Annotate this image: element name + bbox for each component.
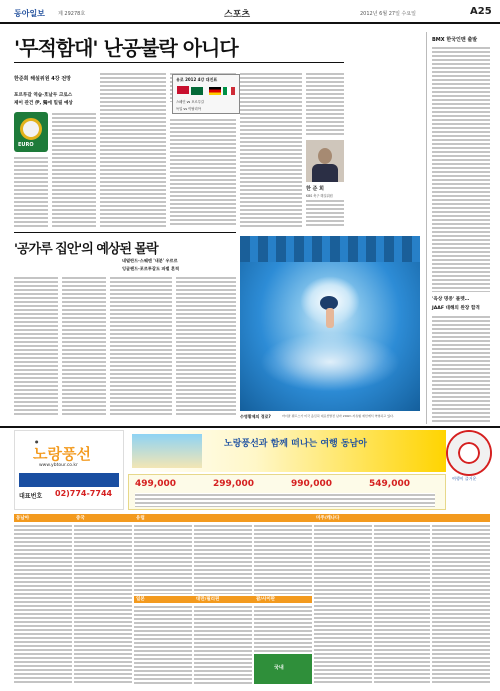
- italy-flag-icon: [223, 87, 235, 95]
- price-details: [135, 493, 435, 507]
- listing-col-5b: [254, 605, 312, 652]
- article1-text-col2: [100, 72, 166, 227]
- page-header: [0, 0, 500, 24]
- tour-partner-banner: [19, 473, 119, 487]
- swimmer-photo: [240, 236, 420, 411]
- price-1: 499,000: [135, 479, 176, 489]
- section-label-3: 유럽: [136, 516, 145, 521]
- issue-number: 제 29278호: [58, 11, 86, 17]
- euro-bracket-box: [172, 74, 240, 114]
- newspaper-logo: 동아일보: [14, 9, 45, 18]
- tour-promo-banner[interactable]: [128, 430, 446, 472]
- headline-rule: [14, 62, 344, 63]
- section-label-8: 국내: [274, 665, 284, 671]
- section-label-4: 미주/캐나다: [316, 516, 340, 521]
- article1-subline2: 제어 관건 伊, 獨에 밀릴 예상: [14, 101, 73, 106]
- section-label-5: 일본: [136, 597, 145, 602]
- listing-col-5: [254, 524, 312, 594]
- column-divider: [426, 32, 427, 424]
- spain-flag-icon: [177, 86, 189, 94]
- tour-phone-label: 대표번호: [19, 493, 43, 500]
- tour-listing-grid: [14, 514, 490, 684]
- section-label-1: 동남아: [16, 516, 30, 521]
- tour-ad-brand-box[interactable]: ● 노랑풍선 www.ybtour.co.kr 대표번호 02)774-7744: [14, 430, 124, 510]
- article1-text-col1b: [14, 156, 48, 227]
- article1-kicker: 한준희 해설위원 4강 전망: [14, 76, 72, 82]
- article2-text-col1: [14, 276, 58, 416]
- bracket-match2: 독일 vs 이탈리아: [176, 107, 201, 111]
- euro2012-logo: EURO: [14, 112, 48, 152]
- listing-col-6: [314, 524, 372, 684]
- article2-text-col4: [176, 276, 236, 416]
- listing-col-1: [14, 524, 72, 684]
- bracket-title: 유로 2012 4강 대진표: [176, 77, 218, 82]
- section-title: 스포츠: [224, 10, 251, 20]
- tour-logo-tag: 여행이 즐거운: [452, 476, 477, 481]
- listing-header-bar: [14, 514, 490, 522]
- columnist-title: KBS 축구 해설위원: [306, 194, 333, 198]
- right-headline3: JAAF 대해의 완장 합격: [432, 306, 480, 311]
- listing-mid-bar: [134, 596, 312, 603]
- lifebuoy-icon: [448, 432, 490, 474]
- domestic-banner[interactable]: [254, 654, 312, 684]
- article1-text-col5: [306, 72, 344, 136]
- article2-text-col2: [62, 276, 106, 416]
- listing-col-3b: [134, 605, 192, 684]
- listing-col-7: [374, 524, 430, 684]
- listing-col-3: [134, 524, 192, 594]
- article2-rule: [14, 232, 236, 233]
- price-4: 549,000: [369, 479, 410, 489]
- price-3: 990,000: [291, 479, 332, 489]
- columnist-photo: [306, 140, 344, 182]
- section-label-6: 대만/필리핀: [196, 597, 220, 602]
- listing-col-4: [194, 524, 252, 594]
- bracket-match1: 스페인 vs 포르투갈: [176, 100, 205, 104]
- article1-subline1: 포르투갈 역습·호날두 크로스: [14, 93, 73, 98]
- photo-caption: 마이클 펠프스가 미국 올림픽 대표선발전 남자 200m 자유형 예선에서 역영하고 있다.: [282, 414, 394, 418]
- article2-deck2: 잉글랜드·포르투갈도 파벌 흔적: [122, 266, 180, 271]
- article2-text-col3: [110, 276, 172, 416]
- listing-col-8: [432, 524, 490, 684]
- article1-text-col3: [170, 118, 236, 227]
- beach-image: [132, 434, 202, 468]
- photo-caption-title: 수영황제의 경로?: [240, 414, 271, 419]
- price-highlight-box: [128, 474, 446, 510]
- publication-date: 2012년 6월 27일 수요일: [360, 11, 417, 17]
- page-number: A25: [470, 6, 492, 17]
- section-label-7: 괌/사이판: [256, 597, 276, 602]
- right-headline2: '육상 명중' 블렛…: [432, 297, 470, 302]
- portugal-flag-icon: [191, 87, 203, 95]
- right-headline1: BMX 한국인맨 출발: [432, 37, 478, 43]
- tour-url: www.ybtour.co.kr: [39, 463, 78, 468]
- right-text-col1: [432, 46, 490, 292]
- listing-col-4b: [194, 605, 252, 684]
- germany-flag-icon: [209, 87, 221, 95]
- section-label-2: 중국: [76, 516, 85, 521]
- columnist-name: 한 준 희: [306, 186, 324, 192]
- article2-headline: '공가루 집안'의 예상된 몰락: [14, 242, 158, 257]
- tour-promo-text: 노랑풍선과 함께 떠나는 여행 동남아: [224, 439, 367, 449]
- article1-text-col1: [52, 112, 96, 227]
- article1-text-col4: [240, 72, 302, 227]
- article1-text-col5b: [306, 199, 344, 227]
- right-text-col2: [432, 315, 490, 424]
- ad-separator: [0, 426, 500, 428]
- tour-phone: 02)774-7744: [55, 489, 113, 498]
- listing-col-2: [74, 524, 132, 684]
- tour-brand-name: 노랑풍선: [33, 445, 91, 463]
- article2-deck1: 네덜란드·스웨덴 '내분' 우르르: [122, 258, 178, 263]
- article1-headline: '무적함대' 난공불락 아니다: [14, 36, 238, 60]
- price-2: 299,000: [213, 479, 254, 489]
